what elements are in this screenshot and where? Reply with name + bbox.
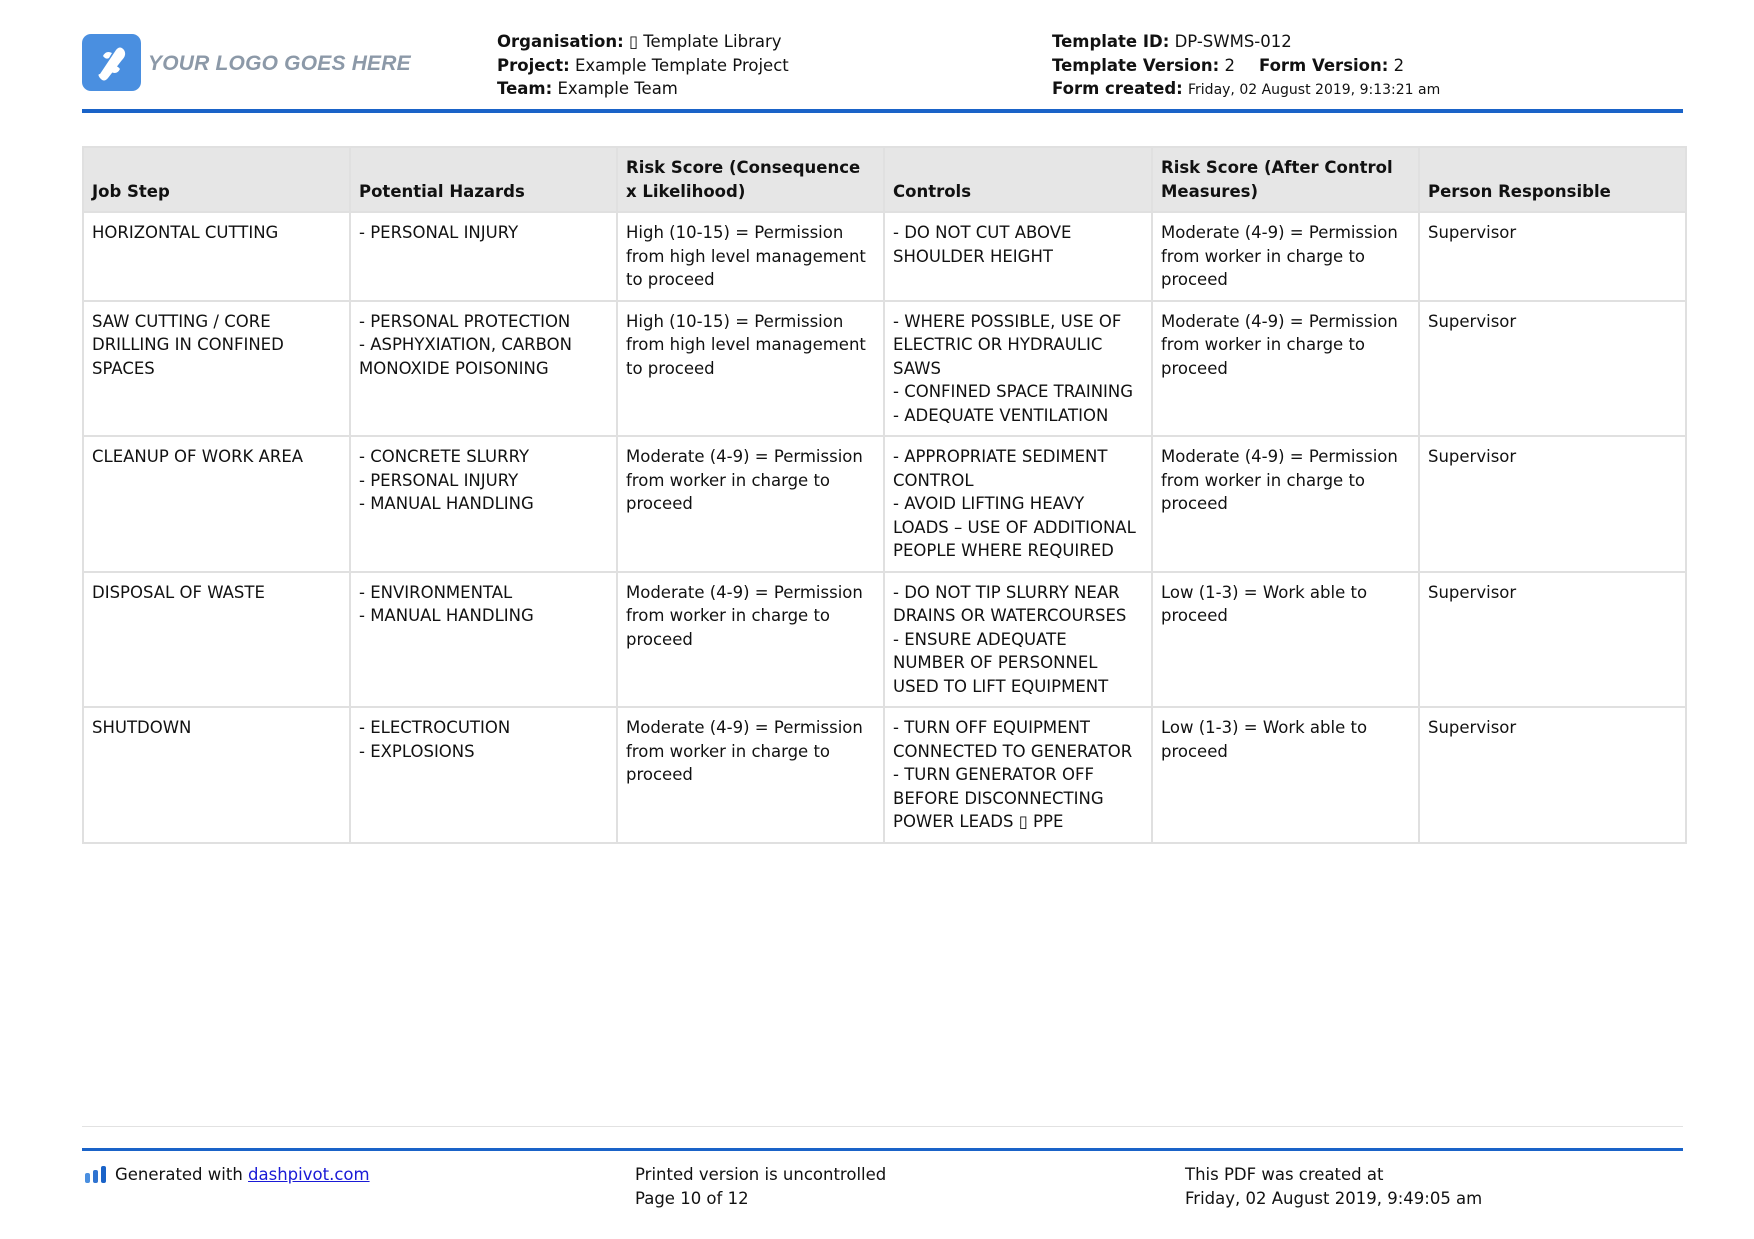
column-header-job-step: Job Step: [83, 147, 350, 212]
template-id-label: Template ID:: [1052, 32, 1170, 51]
cell-job-step: CLEANUP OF WORK AREA: [83, 436, 350, 572]
swms-table: [82, 146, 1687, 844]
table-header-row: [83, 147, 1686, 212]
footer-divider: [82, 1148, 1683, 1151]
column-header-person-responsible: Person Responsible: [1419, 147, 1686, 212]
page-number: Page 10 of 12: [635, 1188, 749, 1208]
template-version-value: 2: [1224, 55, 1235, 75]
footer-status: [635, 1163, 886, 1210]
generated-with-text: Generated with: [115, 1165, 243, 1184]
table-row: [83, 212, 1686, 301]
logo-icon: [82, 34, 141, 91]
cell-controls: - TURN OFF EQUIPMENT CONNECTED TO GENERATOR - TURN GENERATOR OFF BEFORE DISCONNECTING POWER LEADS ▯ PPE: [884, 707, 1152, 843]
cell-person-responsible: Supervisor: [1419, 212, 1686, 301]
organisation-value: ▯ Template Library: [628, 32, 782, 51]
form-version-value: 2: [1393, 55, 1405, 75]
cell-risk-score: Moderate (4-9) = Permission from worker in charge to proceed: [617, 572, 884, 708]
cell-person-responsible: Supervisor: [1419, 301, 1686, 437]
team-value: Example Team: [557, 79, 678, 98]
cell-risk-score: High (10-15) = Permission from high level management to proceed: [617, 301, 884, 437]
cell-job-step: SHUTDOWN: [83, 707, 350, 843]
team-label: Team:: [497, 79, 553, 98]
template-version-label: Template Version:: [1052, 55, 1220, 75]
cell-job-step: SAW CUTTING / CORE DRILLING IN CONFINED SPACES: [83, 301, 350, 437]
pdf-created-label: This PDF was created at: [1185, 1165, 1384, 1184]
cell-risk-score-after: Moderate (4-9) = Permission from worker in charge to proceed: [1152, 301, 1419, 437]
column-header-risk-score-after: Risk Score (After Control Measures): [1152, 147, 1419, 212]
cell-job-step: DISPOSAL OF WASTE: [83, 572, 350, 708]
template-meta: [1052, 30, 1440, 103]
cell-risk-score: Moderate (4-9) = Permission from worker in charge to proceed: [617, 436, 884, 572]
project-label: Project:: [497, 55, 570, 75]
table-row: [83, 436, 1686, 572]
column-header-risk-score: Risk Score (Consequence x Likelihood): [617, 147, 884, 212]
logo-placeholder-text: YOUR LOGO GOES HERE: [148, 52, 411, 75]
cell-controls: - WHERE POSSIBLE, USE OF ELECTRIC OR HYDRAULIC SAWS - CONFINED SPACE TRAINING - ADEQUATE VENTILATION: [884, 301, 1152, 437]
cell-risk-score-after: Moderate (4-9) = Permission from worker in charge to proceed: [1152, 212, 1419, 301]
cell-potential-hazards: - ELECTROCUTION - EXPLOSIONS: [350, 707, 617, 843]
cell-person-responsible: Supervisor: [1419, 436, 1686, 572]
template-id-value: DP-SWMS-012: [1174, 32, 1292, 51]
cell-potential-hazards: - CONCRETE SLURRY - PERSONAL INJURY - MANUAL HANDLING: [350, 436, 617, 572]
project-value: Example Template Project: [574, 55, 789, 75]
cell-risk-score: High (10-15) = Permission from high level management to proceed: [617, 212, 884, 301]
cell-potential-hazards: - PERSONAL PROTECTION - ASPHYXIATION, CARBON MONOXIDE POISONING: [350, 301, 617, 437]
organisation-meta: [497, 30, 789, 101]
cell-potential-hazards: - ENVIRONMENTAL - MANUAL HANDLING: [350, 572, 617, 708]
cell-controls: - DO NOT CUT ABOVE SHOULDER HEIGHT: [884, 212, 1152, 301]
footer-created: [1185, 1163, 1482, 1210]
bar-chart-icon: [84, 1165, 109, 1183]
column-header-potential-hazards: Potential Hazards: [350, 147, 617, 212]
form-created-label: Form created:: [1052, 79, 1183, 98]
cell-job-step: HORIZONTAL CUTTING: [83, 212, 350, 301]
cell-risk-score-after: Low (1-3) = Work able to proceed: [1152, 572, 1419, 708]
table-row: [83, 572, 1686, 708]
pdf-created-timestamp: Friday, 02 August 2019, 9:49:05 am: [1185, 1188, 1483, 1208]
cell-potential-hazards: - PERSONAL INJURY: [350, 212, 617, 301]
cell-person-responsible: Supervisor: [1419, 707, 1686, 843]
cell-risk-score-after: Low (1-3) = Work able to proceed: [1152, 707, 1419, 843]
uncontrolled-notice: Printed version is uncontrolled: [635, 1165, 887, 1184]
form-version-label: Form Version:: [1258, 55, 1389, 75]
footer-thin-divider: [82, 1126, 1683, 1127]
footer-generated: [84, 1163, 370, 1187]
dashpivot-link[interactable]: dashpivot.com: [248, 1165, 370, 1184]
table-row: [83, 707, 1686, 843]
column-header-controls: Controls: [884, 147, 1152, 212]
cell-risk-score: Moderate (4-9) = Permission from worker in charge to proceed: [617, 707, 884, 843]
organisation-label: Organisation:: [497, 32, 624, 51]
cell-person-responsible: Supervisor: [1419, 572, 1686, 708]
header-divider: [82, 109, 1683, 113]
table-row: [83, 301, 1686, 437]
form-created-value: Friday, 02 August 2019, 9:13:21 am: [1188, 82, 1441, 98]
page-header: [82, 26, 1683, 110]
cell-risk-score-after: Moderate (4-9) = Permission from worker in charge to proceed: [1152, 436, 1419, 572]
cell-controls: - DO NOT TIP SLURRY NEAR DRAINS OR WATERCOURSES - ENSURE ADEQUATE NUMBER OF PERSONNEL USED TO LIFT EQUIPMENT: [884, 572, 1152, 708]
cell-controls: - APPROPRIATE SEDIMENT CONTROL - AVOID LIFTING HEAVY LOADS – USE OF ADDITIONAL PEOPLE WHERE REQUIRED: [884, 436, 1152, 572]
